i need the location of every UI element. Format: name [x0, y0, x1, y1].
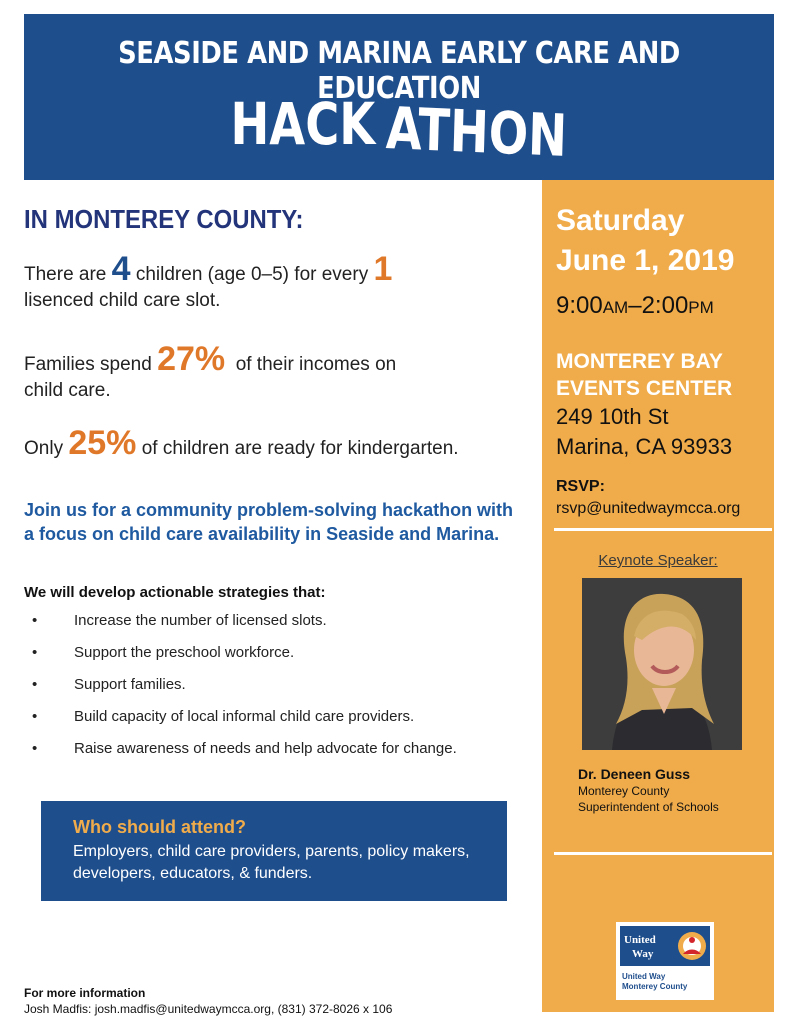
stat1-mid: children (age 0–5) for every: [135, 264, 369, 285]
stat1-number-children: 4: [111, 250, 131, 288]
who-should-attend-box: [41, 801, 507, 901]
keynote-label: Keynote Speaker:: [598, 552, 718, 569]
event-day: Saturday: [556, 204, 685, 237]
event-sidebar: [542, 180, 774, 1012]
logo-text-org: United Way: [622, 972, 666, 981]
attend-heading: Who should attend?: [73, 817, 246, 837]
list-item-text: Support the preschool workforce.: [74, 644, 295, 661]
list-item-text: Support families.: [74, 676, 186, 693]
stat1-pre: There are: [24, 264, 107, 285]
section-heading: IN MONTEREY COUNTY:: [24, 204, 304, 234]
logo-word-way: Way: [632, 948, 654, 960]
rsvp-label: RSVP:: [556, 478, 605, 495]
stat1-number-slot: 1: [373, 250, 393, 288]
logo-text-region: Monterey County: [622, 982, 688, 991]
rsvp-email-link[interactable]: rsvp@unitedwaymcca.org: [556, 500, 741, 517]
stat2-number: 27%: [157, 340, 226, 378]
bullet-icon: •: [32, 612, 38, 629]
footer-label: For more information: [24, 986, 146, 1000]
address-line-1: 249 10th St: [556, 404, 669, 429]
address-line-2: Marina, CA 93933: [556, 434, 733, 459]
divider: [554, 852, 772, 855]
united-way-logo-icon: [616, 922, 714, 970]
venue-address: [556, 402, 732, 462]
time-dash: –: [628, 292, 642, 319]
bullet-icon: •: [32, 708, 38, 725]
time-am: AM: [602, 298, 629, 317]
title-banner: [24, 14, 774, 180]
stat1-post: lisenced child care slot.: [24, 290, 221, 311]
join-statement: Join us for a community problem-solving hackathon with a focus on child care availability in Seaside and Marina.: [24, 500, 514, 544]
bullet-icon: •: [32, 740, 38, 757]
bullet-icon: •: [32, 644, 38, 661]
speaker-photo: [582, 578, 742, 750]
venue-name: MONTEREY BAY EVENTS CENTER: [556, 350, 733, 400]
speaker-name: Dr. Deneen Guss: [578, 766, 691, 782]
stat2-post2: child care.: [24, 380, 111, 401]
strategies-intro: We will develop actionable strategies that:: [24, 584, 326, 601]
stat2-post1: of their incomes on: [235, 354, 397, 375]
attend-body: Employers, child care providers, parents, policy makers, developers, educators, & funders.: [73, 843, 470, 882]
bullet-icon: •: [32, 676, 38, 693]
stat3-number: 25%: [68, 424, 137, 462]
banner-subtitle: SEASIDE AND MARINA EARLY CARE AND EDUCATION: [118, 36, 680, 106]
time-pm: PM: [688, 298, 714, 317]
speaker-portrait-icon: [582, 578, 742, 750]
banner-title: [99, 90, 699, 170]
banner-title-athon: ATHON: [385, 94, 569, 170]
list-item-text: Build capacity of local informal child care providers.: [74, 708, 415, 725]
event-date: June 1, 2019: [556, 244, 735, 277]
time-end: 2:00: [641, 292, 689, 319]
banner-title-hack: HACK: [230, 90, 376, 158]
united-way-logo: [616, 922, 714, 1000]
speaker-title-1: Monterey County: [578, 784, 670, 798]
speaker-title-2: Superintendent of Schools: [578, 800, 719, 814]
footer-contact: Josh Madfis: josh.madfis@unitedwaymcca.org, (831) 372-8026 x 106: [24, 1002, 393, 1016]
time-start: 9:00: [556, 292, 603, 319]
list-item-text: Raise awareness of needs and help advocate for change.: [74, 740, 457, 757]
stat3-pre: Only: [24, 438, 64, 459]
stat-children-ratio: [24, 250, 393, 314]
logo-word-united: United: [624, 934, 656, 946]
stat2-pre: Families spend: [24, 354, 152, 375]
divider: [554, 528, 772, 531]
event-time: [556, 292, 714, 320]
list-item-text: Increase the number of licensed slots.: [74, 612, 327, 629]
stat-income-share: [24, 340, 397, 404]
stat3-post: of children are ready for kindergarten.: [141, 438, 459, 459]
stat-kindergarten-readiness: [24, 424, 459, 462]
